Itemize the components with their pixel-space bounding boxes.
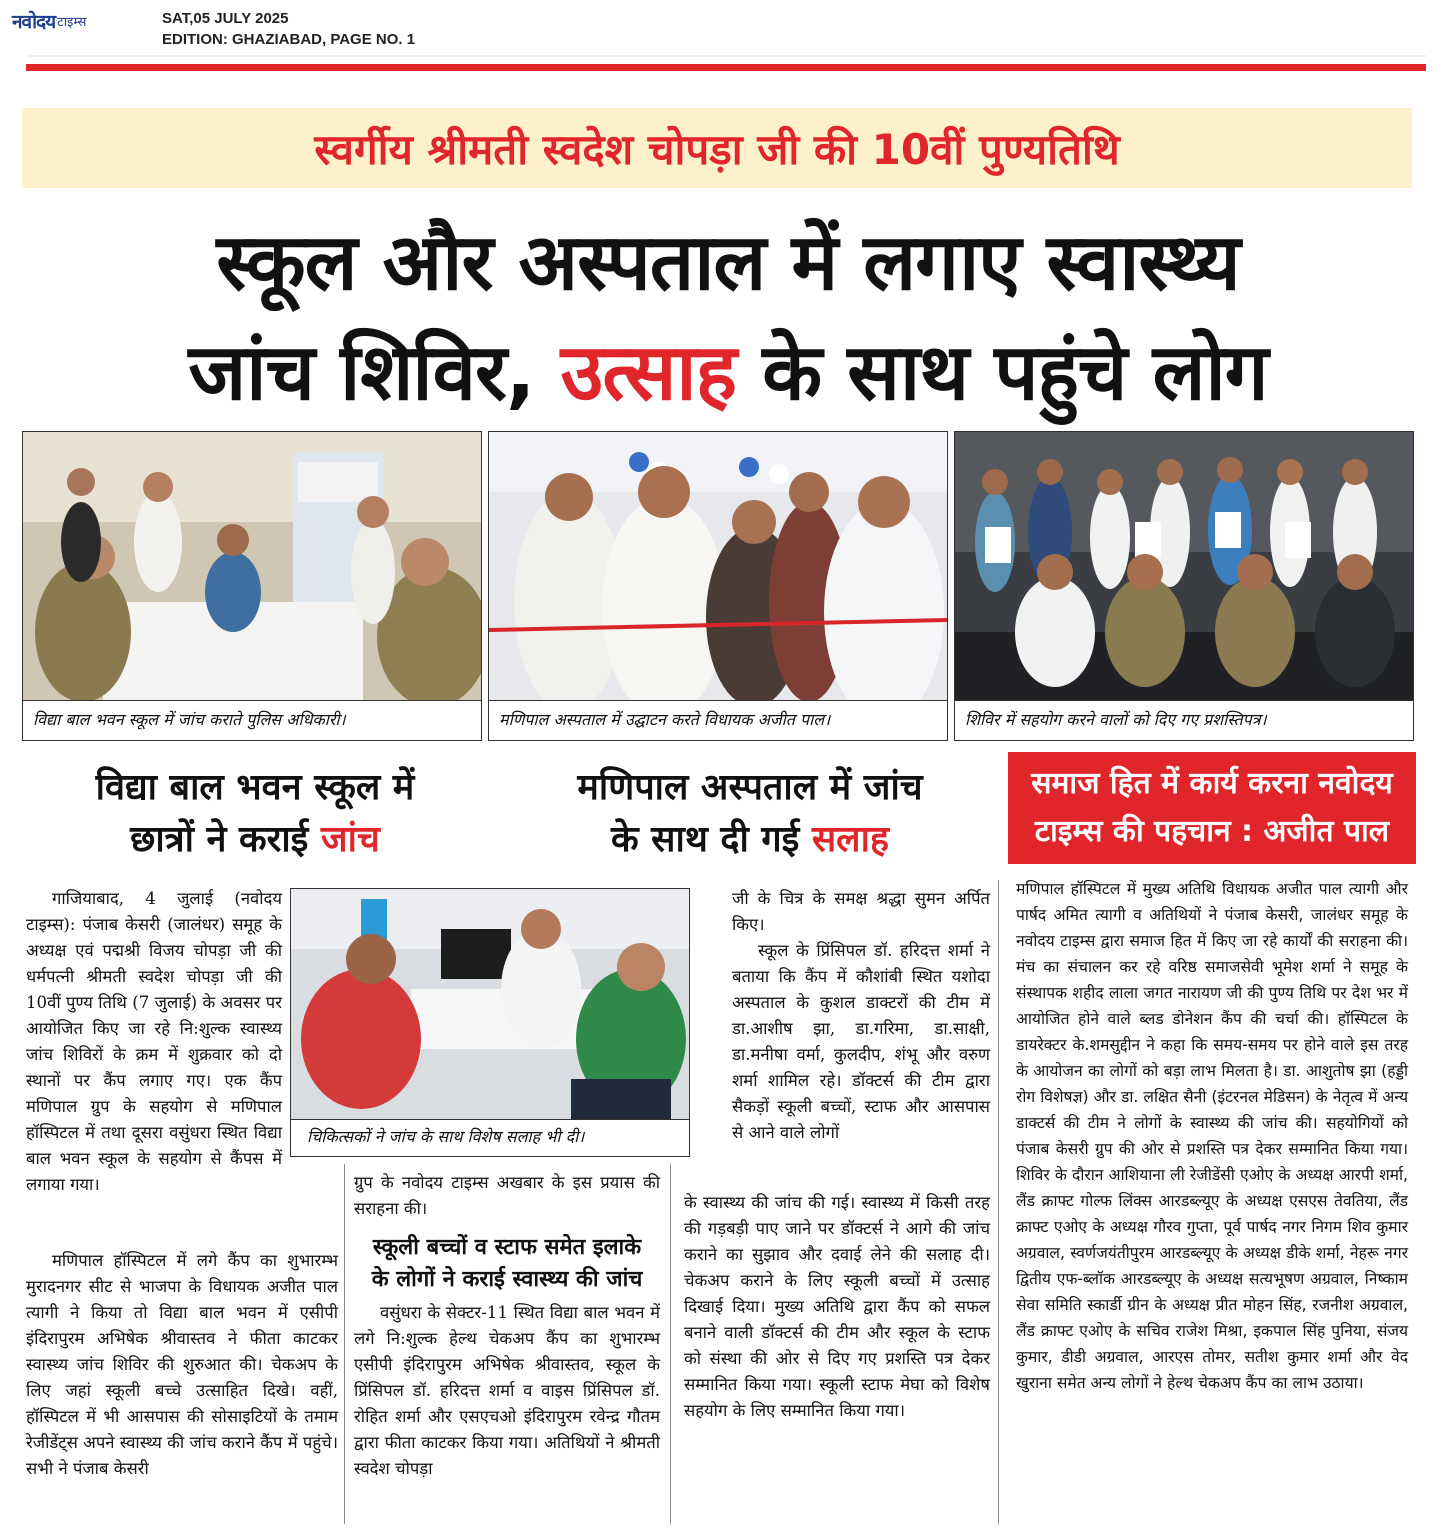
col1-paragraph-2: मणिपाल हॉस्पिटल में लगे कैंप का शुभारम्भ मुरादनगर सीट से भाजपा के विधायक अजीत पाल त्यागी ने किया तो विद्या बाल भवन में एसीपी इंदिरापुरम अभिषेक श्रीवास्तव ने फीता काटकर स्वास्थ्य जांच शिविर की शुरुआत की। चेकअप के लिए जहां स्कूली बच्चे उत्साहित दिखे। वहीं, हॉस्पिटल में भी आसपास की सोसाइटियों के तमाम रेजीडेंट्स अपने स्वास्थ्य की जांच कराने कैंप में पहुंचे। सभी ने पंजाब केसरी <box>26 1251 338 1478</box>
kicker-banner <box>22 108 1412 188</box>
section-head-hospital-line2 <box>500 814 1000 866</box>
section-head-hospital-highlight: सलाह <box>811 819 890 860</box>
column-divider-3 <box>998 880 999 1524</box>
photo-caption-box-2 <box>488 700 948 741</box>
col2-paragraph-1: ग्रुप के नवोदय टाइम्स अखबार के इस प्रयास की सराहना की। <box>354 1173 660 1218</box>
headline-line-2b: के साथ पहुंचे लोग <box>762 328 1268 418</box>
photo-caption-2: मणिपाल अस्पताल में उद्घाटन करते विधायक अजीत पाल। <box>499 710 831 729</box>
headline-line-2 <box>20 318 1436 428</box>
photo-hospital-inauguration <box>488 431 948 701</box>
issue-date: SAT,05 JULY 2025 <box>162 10 289 27</box>
col1-paragraph-1: गाजियाबाद, 4 जुलाई (नवोदय टाइम्स): पंजाब केसरी (जालंधर) समूह के अध्यक्ष एवं पद्मश्री विजय चोपड़ा जी की धर्मपत्नी श्रीमती स्वदेश चोपड़ा जी की 10वीं पुण्य तिथि (7 जुलाई) के अवसर पर आयोजित किए जा रहे नि:शुल्क स्वास्थ्य जांच शिविरों के क्रम में शुक्रवार को दो स्थानों पर कैंप लगाए गए। एक कैंप मणिपाल ग्रुप के सहयोग से मणिपाल हॉस्पिटल में तथा दूसरा वसुंधरा स्थित विद्या बाल भवन स्कूल के सहयोग से कैंपस में लगाया गया। <box>26 889 282 1194</box>
section-head-ajeet-pal-line2: टाइम्स की पहचान : अजीत पाल <box>1034 814 1390 849</box>
column-divider-1 <box>344 1164 345 1524</box>
article-column-4 <box>1016 876 1408 1396</box>
section-head-hospital <box>500 762 1000 866</box>
section-head-hospital-line1: मणिपाल अस्पताल में जांच <box>577 767 923 808</box>
col2-subhead <box>354 1232 660 1296</box>
section-head-school-line2 <box>20 814 490 866</box>
col3-paragraph-3: के स्वास्थ्य की जांच की गई। स्वास्थ्य में किसी तरह की गड़बड़ी पाए जाने पर डॉक्टर्स ने आगे की जांच कराने का सुझाव और दवाई लेने की सलाह दी। चेकअप कराने के लिए स्कूली बच्चों में उत्साह दिखाई दिया। मुख्य अतिथि द्वारा कैंप को सफल बनाने वाली डॉक्टर्स की टीम और स्कूल के स्टाफ को संस्था की ओर से दिए गए प्रशस्ति पत्र देकर सम्मानित किया गया। स्कूली स्टाफ मेघा को विशेष सहयोग के लिए सम्मानित किया गया। <box>684 1193 990 1420</box>
col3-paragraph-1: जी के चित्र के समक्ष श्रद्धा सुमन अर्पित किए। <box>732 889 990 934</box>
photo-caption-box-1 <box>22 700 482 741</box>
headline-highlight: उत्साह <box>560 328 737 418</box>
photo-caption-3: शिविर में सहयोग करने वालों को दिए गए प्रशस्तिपत्र। <box>965 710 1267 729</box>
logo-sub: टाइम्स <box>57 15 87 30</box>
photo-caption-box-3 <box>954 700 1414 741</box>
article-column-2 <box>354 1170 660 1482</box>
section-head-ajeet-pal-line1: समाज हित में कार्य करना नवोदय <box>1031 766 1393 801</box>
top-divider <box>26 55 1426 57</box>
article-column-3-top <box>732 886 990 1146</box>
photo-caption-1: विद्या बाल भवन स्कूल में जांच कराते पुलिस अधिकारी। <box>33 710 346 729</box>
col2-subhead-line2: के लोगों ने कराई स्वास्थ्य की जांच <box>371 1267 643 1292</box>
photo-certificates-image <box>955 432 1413 700</box>
col3-paragraph-2: स्कूल के प्रिंसिपल डॉ. हरिदत्त शर्मा ने बताया कि कैंप में कौशांबी स्थित यशोदा अस्पताल के कुशल डाक्टरों की टीम में डा.आशीष झा, डा.गरिमा, डा.साक्षी, डा.मनीषा वर्मा, कुलदीप, शंभू और वरुण शर्मा शामिल रहे। डॉक्टर्स की टीम द्वारा सैकड़ों स्कूली बच्चों, स्टाफ और आसपास से आने वाले लोगों <box>732 941 990 1142</box>
center-photo-caption: चिकित्सकों ने जांच के साथ विशेष सलाह भी दी। <box>307 1127 585 1146</box>
headline-line-1: स्कूल और अस्पताल में लगाए स्वास्थ्य <box>216 218 1240 308</box>
section-head-school <box>20 762 490 866</box>
section-head-school-line2a: छात्रों ने कराई <box>130 819 309 860</box>
photo-hospital-image <box>489 432 947 700</box>
section-head-hospital-line2a: के साथ दी गई <box>610 819 800 860</box>
section-head-ajeet-pal <box>1008 752 1416 864</box>
logo-main: नवोदय <box>12 11 56 33</box>
main-headline <box>20 208 1436 428</box>
kicker-text: स्वर्गीय श्रीमती स्वदेश चोपड़ा जी की 10वीं पुण्यतिथि <box>314 124 1120 174</box>
col2-subhead-line1: स्कूली बच्चों व स्टाफ समेत इलाके <box>372 1235 642 1260</box>
photo-certificates <box>954 431 1414 701</box>
article-column-1-top <box>26 886 282 1198</box>
red-rule <box>26 64 1426 71</box>
photo-doctor-consultation <box>290 888 690 1120</box>
photo-consultation-image <box>291 889 689 1119</box>
masthead-logo <box>12 8 136 34</box>
section-head-school-highlight: जांच <box>320 819 380 860</box>
edition-info: EDITION: GHAZIABAD, PAGE NO. 1 <box>162 31 416 48</box>
column-divider-2 <box>670 1164 671 1524</box>
headline-line-2a: जांच शिविर, <box>188 328 535 418</box>
dateline <box>162 8 415 50</box>
photo-school-image <box>23 432 481 700</box>
section-head-school-line1: विद्या बाल भवन स्कूल में <box>95 767 415 808</box>
center-caption-box <box>290 1118 690 1157</box>
article-column-1-bottom <box>26 1248 338 1482</box>
col4-paragraph-1: मणिपाल हॉस्पिटल में मुख्य अतिथि विधायक अजीत पाल त्यागी और पार्षद अमित त्यागी व अतिथियों ने पंजाब केसरी, जालंधर समूह के नवोदय टाइम्स द्वारा समाज हित में किए जा रहे कार्यों की सराहना की। मंच का संचालन कर रहे वरिष्ठ समाजसेवी भूमेश शर्मा ने समूह के संस्थापक शहीद लाला जगत नारायण जी की पुण्य तिथि पर देश भर में आयोजित होने वाले ब्लड डोनेशन कैंप की चर्चा की। हॉस्पिटल के डायरेक्टर के.शमसुद्दीन ने कहा कि समय-समय पर होने वाले इस तरह के आयोजन का लोगों को बड़ा लाभ मिलता है। डा. आशुतोष झा (हड्डी रोग विशेषज्ञ) और डा. लक्षित सैनी (इंटरनल मेडिसन) के नेतृत्व में अन्य डाक्टर्स की टीम ने लोगों के स्वास्थ्य की जांच की। सहयोगियों को पंजाब केसरी ग्रुप की ओर से प्रशस्ति पत्र देकर सम्मानित किया गया। शिविर के दौरान आशियाना ली रेजीडेंसी एओए के अध्यक्ष आरपी शर्मा, लैंड क्राफ्ट गोल्फ लिंक्स आरडब्ल्यूए के अध्यक्ष एसएस तेवतिया, लैंड क्राफ्ट एओए के अध्यक्ष गौरव गुप्ता, पूर्व पार्षद नगर निगम शिव कुमार अग्रवाल, स्वर्णजयंतीपुरम आरडब्ल्यूए के अध्यक्ष डीके शर्मा, नेहरू नगर द्वितीय एफ-ब्लॉक आरडब्ल्यूए के अध्यक्ष सत्यभूषण अग्रवाल, निष्काम सेवा समिति स्कार्डी ग्रीन के अध्यक्ष प्रीत मोहन सिंह, रजनीश अग्रवाल, लैंड क्राफ्ट एओए के सचिव राजेश मिश्रा, इकपाल सिंह पुनिया, संजय कुमार, डीडी अग्रवाल, आरएस तोमर, सतीश कुमार शर्मा और वेद खुराना समेत अन्य लोगों ने हेल्थ चेकअप कैंप का लाभ उठाया। <box>1016 880 1408 1392</box>
article-column-3-bottom <box>684 1190 990 1424</box>
photo-school-checkup <box>22 431 482 701</box>
col2-paragraph-2: वसुंधरा के सेक्टर-11 स्थित विद्या बाल भवन में लगे नि:शुल्क हेल्थ चेकअप कैंप का शुभारम्भ एसीपी इंदिरापुरम अभिषेक श्रीवास्तव, स्कूल के प्रिंसिपल डॉ. हरिदत्त शर्मा व वाइस प्रिंसिपल डॉ. रोहित शर्मा और एसएचओ इंदिरापुरम रवेन्द्र गौतम द्वारा फीता काटकर किया गया। अतिथियों ने श्रीमती स्वदेश चोपड़ा <box>354 1303 660 1478</box>
